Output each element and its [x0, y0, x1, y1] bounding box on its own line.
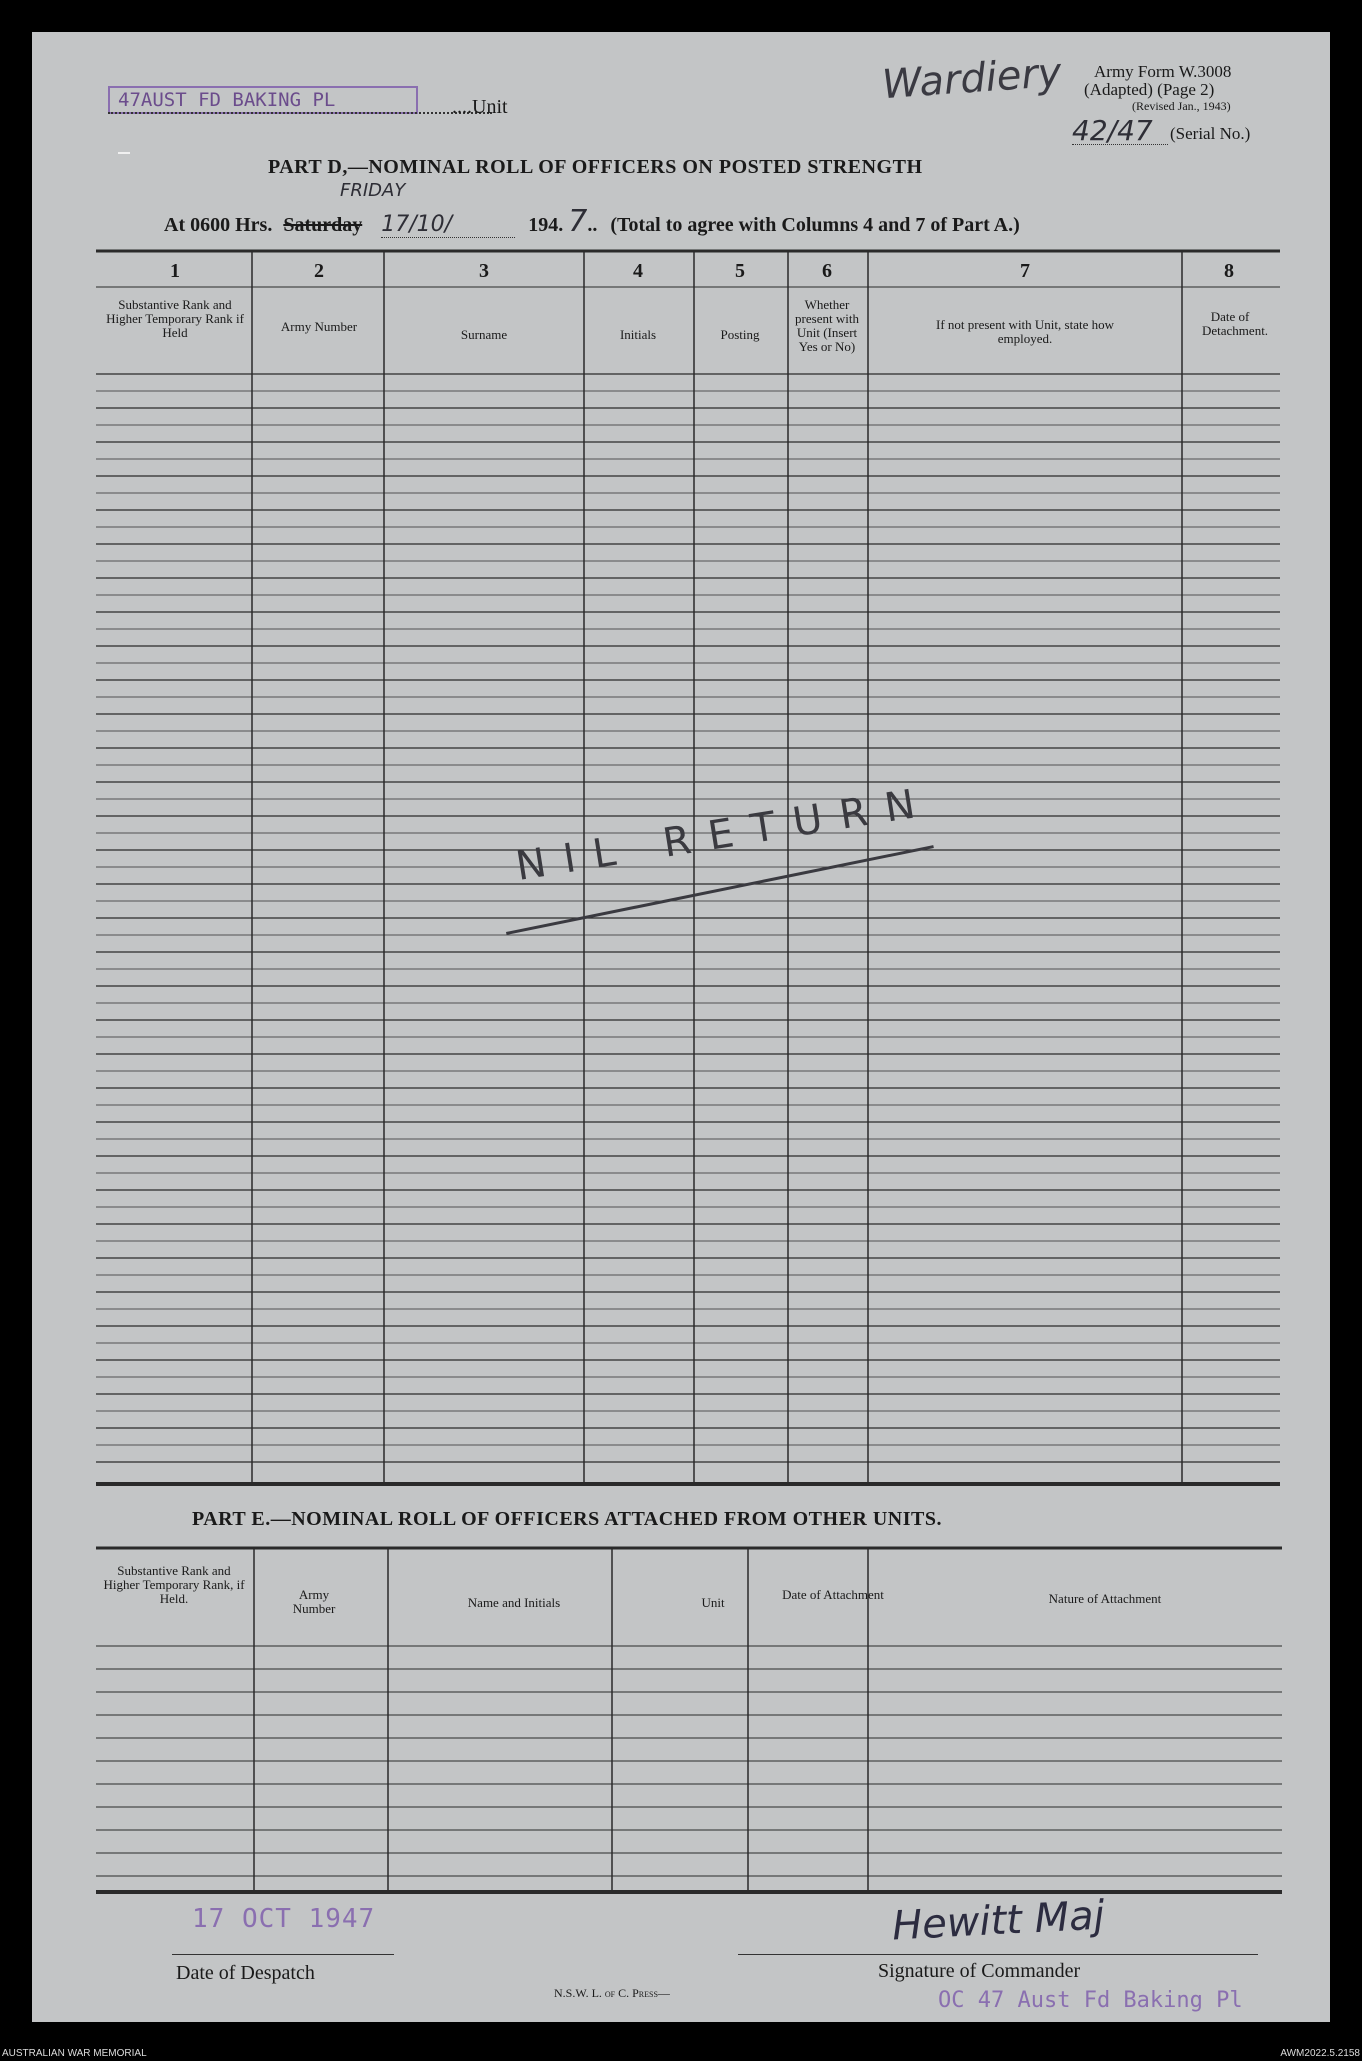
form-page	[32, 32, 1330, 2022]
col-num-3: 3	[479, 260, 489, 282]
unit-label: ....Unit	[452, 96, 508, 118]
col-num-5: 5	[735, 260, 745, 282]
e-col-label-1: Substantive Rank and Higher Temporary Rank, if Held.	[103, 1563, 245, 1606]
serial-number-hand: 42/47	[1072, 114, 1153, 147]
part-d-title: PART D,—NOMINAL ROLL OF OFFICERS ON POSTED STRENGTH	[268, 156, 923, 178]
day-hand: FRIDAY	[340, 180, 406, 201]
form-id-line1: Army Form W.3008	[1094, 62, 1232, 81]
e-col-label-5: Date of Attachment	[782, 1587, 884, 1602]
form-id-line2: (Adapted) (Page 2)	[1084, 80, 1215, 99]
col-num-7: 7	[1020, 260, 1030, 282]
e-col-label-2: Army Number	[292, 1587, 336, 1616]
day-printed: Saturday	[283, 214, 363, 236]
signature-line	[738, 1954, 1258, 1955]
date-hand: 17/10/	[381, 212, 515, 238]
commander-stamp: OC 47 Aust Fd Baking Pl	[938, 1988, 1243, 2013]
despatch-date-label: Date of Despatch	[176, 1962, 315, 1984]
col-label-7: If not present with Unit, state how employed.	[936, 317, 1114, 346]
despatch-date-stamp: 17 OCT 1947	[192, 1904, 376, 1934]
handwritten-name: Wardiery	[880, 49, 1063, 109]
col-label-5: Posting	[720, 327, 760, 342]
at-label: At 0600 Hrs.	[164, 214, 273, 236]
col-label-2: Army Number	[280, 319, 358, 334]
col-label-3: Surname	[460, 327, 508, 342]
archive-caption-left: AUSTRALIAN WAR MEMORIAL	[2, 2048, 147, 2059]
nil-return-annotation: NIL RETURN	[512, 778, 937, 890]
e-col-label-4: Unit	[701, 1595, 725, 1610]
form-id-line3: (Revised Jan., 1943)	[1132, 99, 1231, 113]
col-num-6: 6	[822, 260, 832, 282]
year-printed: 194	[528, 214, 559, 236]
col-label-8: Date of Detachment.	[1202, 309, 1269, 338]
e-col-label-6: Nature of Attachment	[1048, 1591, 1162, 1606]
col-num-1: 1	[170, 260, 180, 282]
at-time-line: At 0600 Hrs. Saturday 17/10/ 194. 7.. (Total to agree with Columns 4 and 7 of Part A.)	[164, 204, 1020, 239]
col-num-4: 4	[633, 260, 643, 282]
col-num-8: 8	[1224, 260, 1234, 282]
year-hand: 7	[568, 204, 588, 239]
part-d-rules	[96, 251, 1280, 1484]
despatch-date-line	[172, 1954, 394, 1955]
col-label-6: Whether present with Unit (Insert Yes or No)	[795, 297, 859, 354]
commander-signature: Hewitt Maj	[890, 1892, 1106, 1950]
archive-caption-right: AWM2022.5.2158	[1280, 2048, 1360, 2059]
part-e-title: PART E.—NOMINAL ROLL OF OFFICERS ATTACHED FROM OTHER UNITS.	[192, 1508, 942, 1530]
e-col-label-3: Name and Initials	[467, 1595, 561, 1610]
total-note: (Total to agree with Columns 4 and 7 of Part A.)	[610, 214, 1020, 236]
col-label-1: Substantive Rank and Higher Temporary Rank if Held	[106, 297, 244, 340]
serial-label: (Serial No.)	[1170, 124, 1251, 143]
press-credit: N.S.W. L. of C. Press—	[554, 1986, 670, 2000]
col-label-4: Initials	[619, 327, 657, 342]
signature-label: Signature of Commander	[878, 1960, 1081, 1982]
unit-stamp-text: 47AUST FD BAKING PL	[118, 89, 336, 111]
col-num-2: 2	[314, 260, 324, 282]
